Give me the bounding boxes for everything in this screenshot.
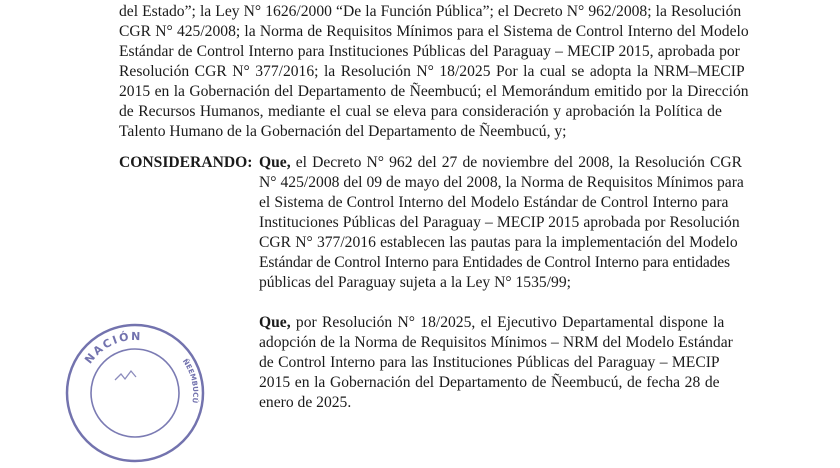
intro-line: Estándar de Control Interno para Instituciones Públicas del Paraguay – MECIP 2015, aprobada por [119, 43, 740, 60]
intro-line: de Recursos Humanos, mediante el cual se eleva para consideración y aprobación la Política de [119, 103, 722, 120]
paragraph-line: N° 425/2008 del 09 de mayo del 2008, la Norma de Requisitos Mínimos para [259, 174, 744, 191]
intro-line: del Estado”; la Ley N° 1626/2000 “De la Función Pública”; el Decreto N° 962/2008; la Resolución [119, 3, 742, 20]
paragraph-line: Estándar de Control Interno para Entidades de Control Interno para entidades [259, 254, 730, 271]
paragraph-line: el Sistema de Control Interno del Modelo Estándar de Control Interno para [259, 194, 729, 211]
official-seal-stamp [60, 318, 210, 468]
paragraph-1-text: el Decreto N° 962 del 27 de noviembre del 2008, la Resolución CGR [290, 154, 743, 171]
intro-line: Talento Humano de la Gobernación del Departamento de Ñeembucú, y; [119, 123, 567, 140]
paragraph-2-text: por Resolución N° 18/2025, el Ejecutivo Departamental dispone la [290, 314, 725, 331]
paragraph-line: CGR N° 377/2016 establecen las pautas para la implementación del Modelo [259, 234, 738, 251]
paragraph-line: adopción de la Norma de Requisitos Mínimos – NRM del Modelo Estándar [259, 334, 733, 351]
que-lead: Que, [259, 154, 291, 171]
paragraph-line: públicas del Paraguay sujeta a la Ley N° 1535/99; [259, 274, 571, 291]
intro-line: Resolución CGR N° 377/2016; la Resolución N° 18/2025 Por la cual se adopta la NRM–MECIP [119, 63, 745, 80]
intro-line: CGR N° 425/2008; la Norma de Requisitos Mínimos para el Sistema de Control Interno del Modelo [119, 23, 749, 40]
paragraph-line: 2015 en la Gobernación del Departamento de Ñeembucú, de fecha 28 de [259, 374, 720, 391]
paragraph-1-line-1 [259, 153, 742, 173]
paragraph-2-line-1 [259, 313, 724, 333]
seal-text-side: ÑEEMBUCÚ [180, 357, 200, 404]
paragraph-line: enero de 2025. [259, 394, 352, 411]
considerando-label: CONSIDERANDO: [119, 154, 253, 171]
paragraph-line: Instituciones Públicas del Paraguay – MECIP 2015 aprobada por Resolución [259, 214, 740, 231]
seal-text-top: NACIÓN [82, 329, 143, 367]
svg-text:NACIÓN [82, 330, 142, 366]
que-lead: Que, [259, 314, 291, 331]
intro-line: 2015 en la Gobernación del Departamento de Ñeembucú; el Memorándum emitido por la Dirección [119, 83, 749, 100]
paragraph-line: de Control Interno para las Instituciones Públicas del Paraguay – MECIP [259, 354, 720, 371]
